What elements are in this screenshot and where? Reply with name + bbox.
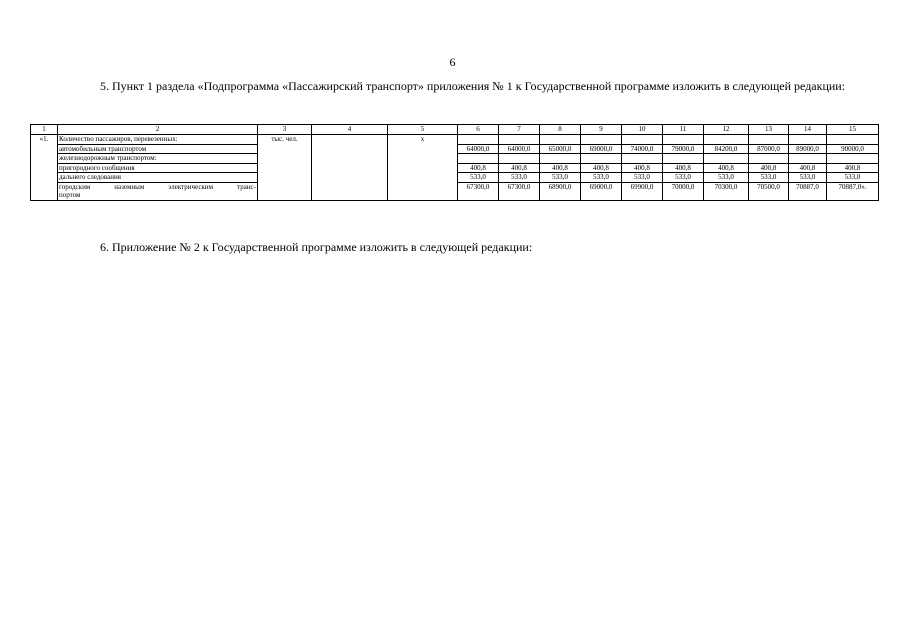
empty-cell — [31, 163, 58, 173]
header-cell: 8 — [540, 125, 581, 135]
value-cell: 400,8 — [499, 163, 540, 173]
value-cell: 400,8 — [622, 163, 663, 173]
empty-cell — [388, 182, 458, 200]
table-row — [31, 163, 879, 173]
header-cell: 10 — [622, 125, 663, 135]
value-cell: 64000,0 — [458, 144, 499, 154]
value-cell: 533,0 — [663, 173, 704, 183]
col5-cell: х — [388, 135, 458, 145]
table-row — [31, 173, 879, 183]
value-cell: 67300,0 — [499, 182, 540, 200]
table-header-row — [31, 125, 879, 135]
empty-cell — [258, 154, 312, 164]
value-cell — [704, 154, 749, 164]
value-cell: 533,0 — [499, 173, 540, 183]
empty-cell — [312, 154, 388, 164]
value-cell — [540, 135, 581, 145]
value-cell: 400,8 — [581, 163, 622, 173]
empty-cell — [312, 144, 388, 154]
value-cell: 533,0 — [789, 173, 827, 183]
page-number: 6 — [449, 55, 456, 69]
empty-cell — [258, 144, 312, 154]
header-cell: 2 — [58, 125, 258, 135]
header-cell: 7 — [499, 125, 540, 135]
row-label-line: портом — [59, 191, 81, 199]
value-cell: 400,8 — [663, 163, 704, 173]
empty-cell — [258, 163, 312, 173]
passenger-transport-table — [30, 124, 879, 201]
value-cell: 79000,0 — [663, 144, 704, 154]
value-cell: 400,8 — [789, 163, 827, 173]
value-cell — [581, 154, 622, 164]
table-row — [31, 135, 879, 145]
value-cell — [663, 154, 704, 164]
value-cell: 400,8 — [458, 163, 499, 173]
value-cell: 74000,0 — [622, 144, 663, 154]
value-cell — [789, 135, 827, 145]
empty-cell — [312, 173, 388, 183]
value-cell — [789, 154, 827, 164]
empty-cell — [312, 135, 388, 145]
value-cell: 70500,0 — [749, 182, 789, 200]
value-cell: 65000,0 — [540, 144, 581, 154]
empty-cell — [258, 173, 312, 183]
value-cell: 70887,0 — [789, 182, 827, 200]
empty-cell — [388, 144, 458, 154]
header-cell: 11 — [663, 125, 704, 135]
header-cell: 6 — [458, 125, 499, 135]
value-cell: 533,0 — [827, 173, 879, 183]
value-cell — [749, 154, 789, 164]
value-cell: 400,8 — [749, 163, 789, 173]
empty-cell — [388, 163, 458, 173]
value-cell — [663, 135, 704, 145]
header-cell: 1 — [31, 125, 58, 135]
header-cell: 12 — [704, 125, 749, 135]
row-label-cell: Количество пассажиров, перевезенных: — [58, 135, 258, 145]
row-label-line: городским наземным электрическим транс- — [59, 182, 256, 191]
value-cell — [540, 154, 581, 164]
value-cell: 533,0 — [622, 173, 663, 183]
value-cell — [749, 135, 789, 145]
header-cell: 5 — [388, 125, 458, 135]
value-cell: 533,0 — [458, 173, 499, 183]
empty-cell — [31, 173, 58, 183]
section-5-paragraph: 5. Пункт 1 раздела «Подпрограмма «Пассажирский транспорт» приложения № 1 к Государственной программе изложить в следующей редакции: — [100, 79, 846, 93]
row-number-cell: «1. — [31, 135, 58, 145]
value-cell: 400,8 — [540, 163, 581, 173]
row-label-cell: дальнего следования — [58, 173, 258, 183]
empty-cell — [31, 144, 58, 154]
value-cell — [622, 154, 663, 164]
table-row — [31, 182, 879, 200]
value-cell: 69000,0 — [581, 144, 622, 154]
empty-cell — [31, 154, 58, 164]
value-cell — [499, 154, 540, 164]
value-cell: 64000,0 — [499, 144, 540, 154]
value-cell — [622, 135, 663, 145]
row-label-cell — [58, 182, 258, 200]
value-cell — [458, 154, 499, 164]
row-label-cell: железнодорожным транспортом: — [58, 154, 258, 164]
value-cell: 70000,0 — [663, 182, 704, 200]
value-cell: 533,0 — [540, 173, 581, 183]
value-cell — [827, 154, 879, 164]
header-cell: 3 — [258, 125, 312, 135]
empty-cell — [312, 163, 388, 173]
value-cell: 533,0 — [581, 173, 622, 183]
value-cell: 69900,0 — [622, 182, 663, 200]
value-cell: 70887,0». — [827, 182, 879, 200]
empty-cell — [312, 182, 388, 200]
value-cell: 67300,0 — [458, 182, 499, 200]
value-cell: 400,8 — [704, 163, 749, 173]
header-cell: 14 — [789, 125, 827, 135]
value-cell: 84200,0 — [704, 144, 749, 154]
row-label-cell: пригородного сообщения — [58, 163, 258, 173]
value-cell — [704, 135, 749, 145]
value-cell — [499, 135, 540, 145]
empty-cell — [388, 173, 458, 183]
value-cell: 87000,0 — [749, 144, 789, 154]
value-cell: 90000,0 — [827, 144, 879, 154]
value-cell: 68900,0 — [540, 182, 581, 200]
table-row — [31, 154, 879, 164]
value-cell — [581, 135, 622, 145]
table-row — [31, 144, 879, 154]
value-cell: 533,0 — [749, 173, 789, 183]
header-cell: 9 — [581, 125, 622, 135]
value-cell: 70300,0 — [704, 182, 749, 200]
header-cell: 13 — [749, 125, 789, 135]
empty-cell — [31, 182, 58, 200]
value-cell: 69000,0 — [581, 182, 622, 200]
section-6-paragraph: 6. Приложение № 2 к Государственной программе изложить в следующей редакции: — [100, 240, 533, 254]
header-cell: 4 — [312, 125, 388, 135]
unit-cell: тыс. чел. — [258, 135, 312, 145]
value-cell — [827, 135, 879, 145]
value-cell: 400,8 — [827, 163, 879, 173]
header-cell: 15 — [827, 125, 879, 135]
row-label-cell: автомобильным транспортом — [58, 144, 258, 154]
value-cell — [458, 135, 499, 145]
empty-cell — [258, 182, 312, 200]
value-cell: 533,0 — [704, 173, 749, 183]
empty-cell — [388, 154, 458, 164]
value-cell: 89000,0 — [789, 144, 827, 154]
